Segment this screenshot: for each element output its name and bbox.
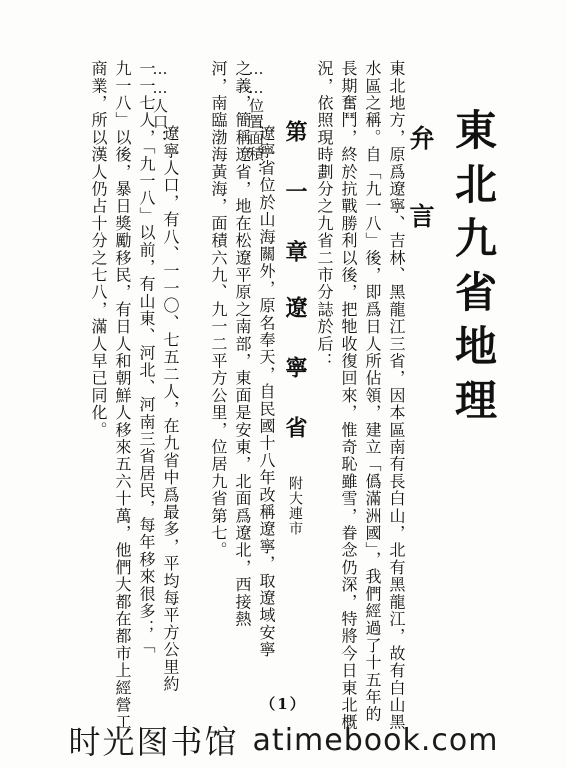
preface-line-4: 況，依照現時劃分之九省二市分誌於后： (315, 60, 334, 370)
chapter-title: 第 一 章 遼 寧 省 (282, 120, 308, 444)
watermark-url: atimebook.com (252, 722, 499, 758)
preface-line-2: 水區之稱。自「九一八」後，即爲日人所佔領，建立「僞滿洲國」，我們經過了十五年的 (363, 60, 382, 723)
preface-heading: 弁 言 (406, 125, 435, 240)
chapter-heading (284, 120, 306, 536)
population-label: ……人口： (151, 60, 169, 146)
book-title: 東北九省地理 (449, 108, 498, 432)
watermark-chinese: 时光图书馆 (68, 723, 239, 761)
preface-line-1: 東北地方，原爲遼寧、吉林、黑龍江三省，因本區南有長白山，北有黑龍江，故有白山黑 (387, 60, 406, 731)
body-line-4: 遼寧人口，有八、一一〇、七五二人，在九省中爲最多，平均每平方公里約 (161, 125, 180, 693)
body-line-3: 河，南臨渤海黃海，面積六九、九一二平方公里，位居九省第七。 (209, 60, 228, 559)
body-line-5: 一一七人，「九一八」以前，有山東、河北、河南三省居民，每年移來很多；「 (137, 60, 156, 654)
body-line-7: 商業，所以漢人仍占十分之七八，滿人早已同化。 (89, 60, 108, 439)
preface-line-3: 長期奮鬥，終於抗戰勝利以後，把牠收復回來，惟奇恥雖雪，眷念仍深，特將今日東北概 (339, 60, 358, 731)
chapter-subtitle: 附大連市 (287, 476, 303, 536)
body-line-2: 之義，簡稱遼省，地在松遼平原之南部，東面是安東，北面爲遼北，西接熱 (233, 60, 252, 628)
body-line-1: 遼寧省位於山海關外，原名奉天，自民國十八年改稱遼寧，取遼域安寧 (257, 125, 276, 659)
body-line-6: 九一八」以後，暴日獎勵移民，有日人和朝鮮人移來五六十萬，他們大都在都市上經營工 (113, 60, 132, 731)
page-number: （1） (260, 695, 307, 713)
position-area-label: ……位置面積： (247, 60, 265, 178)
watermark-banner (0, 712, 567, 768)
